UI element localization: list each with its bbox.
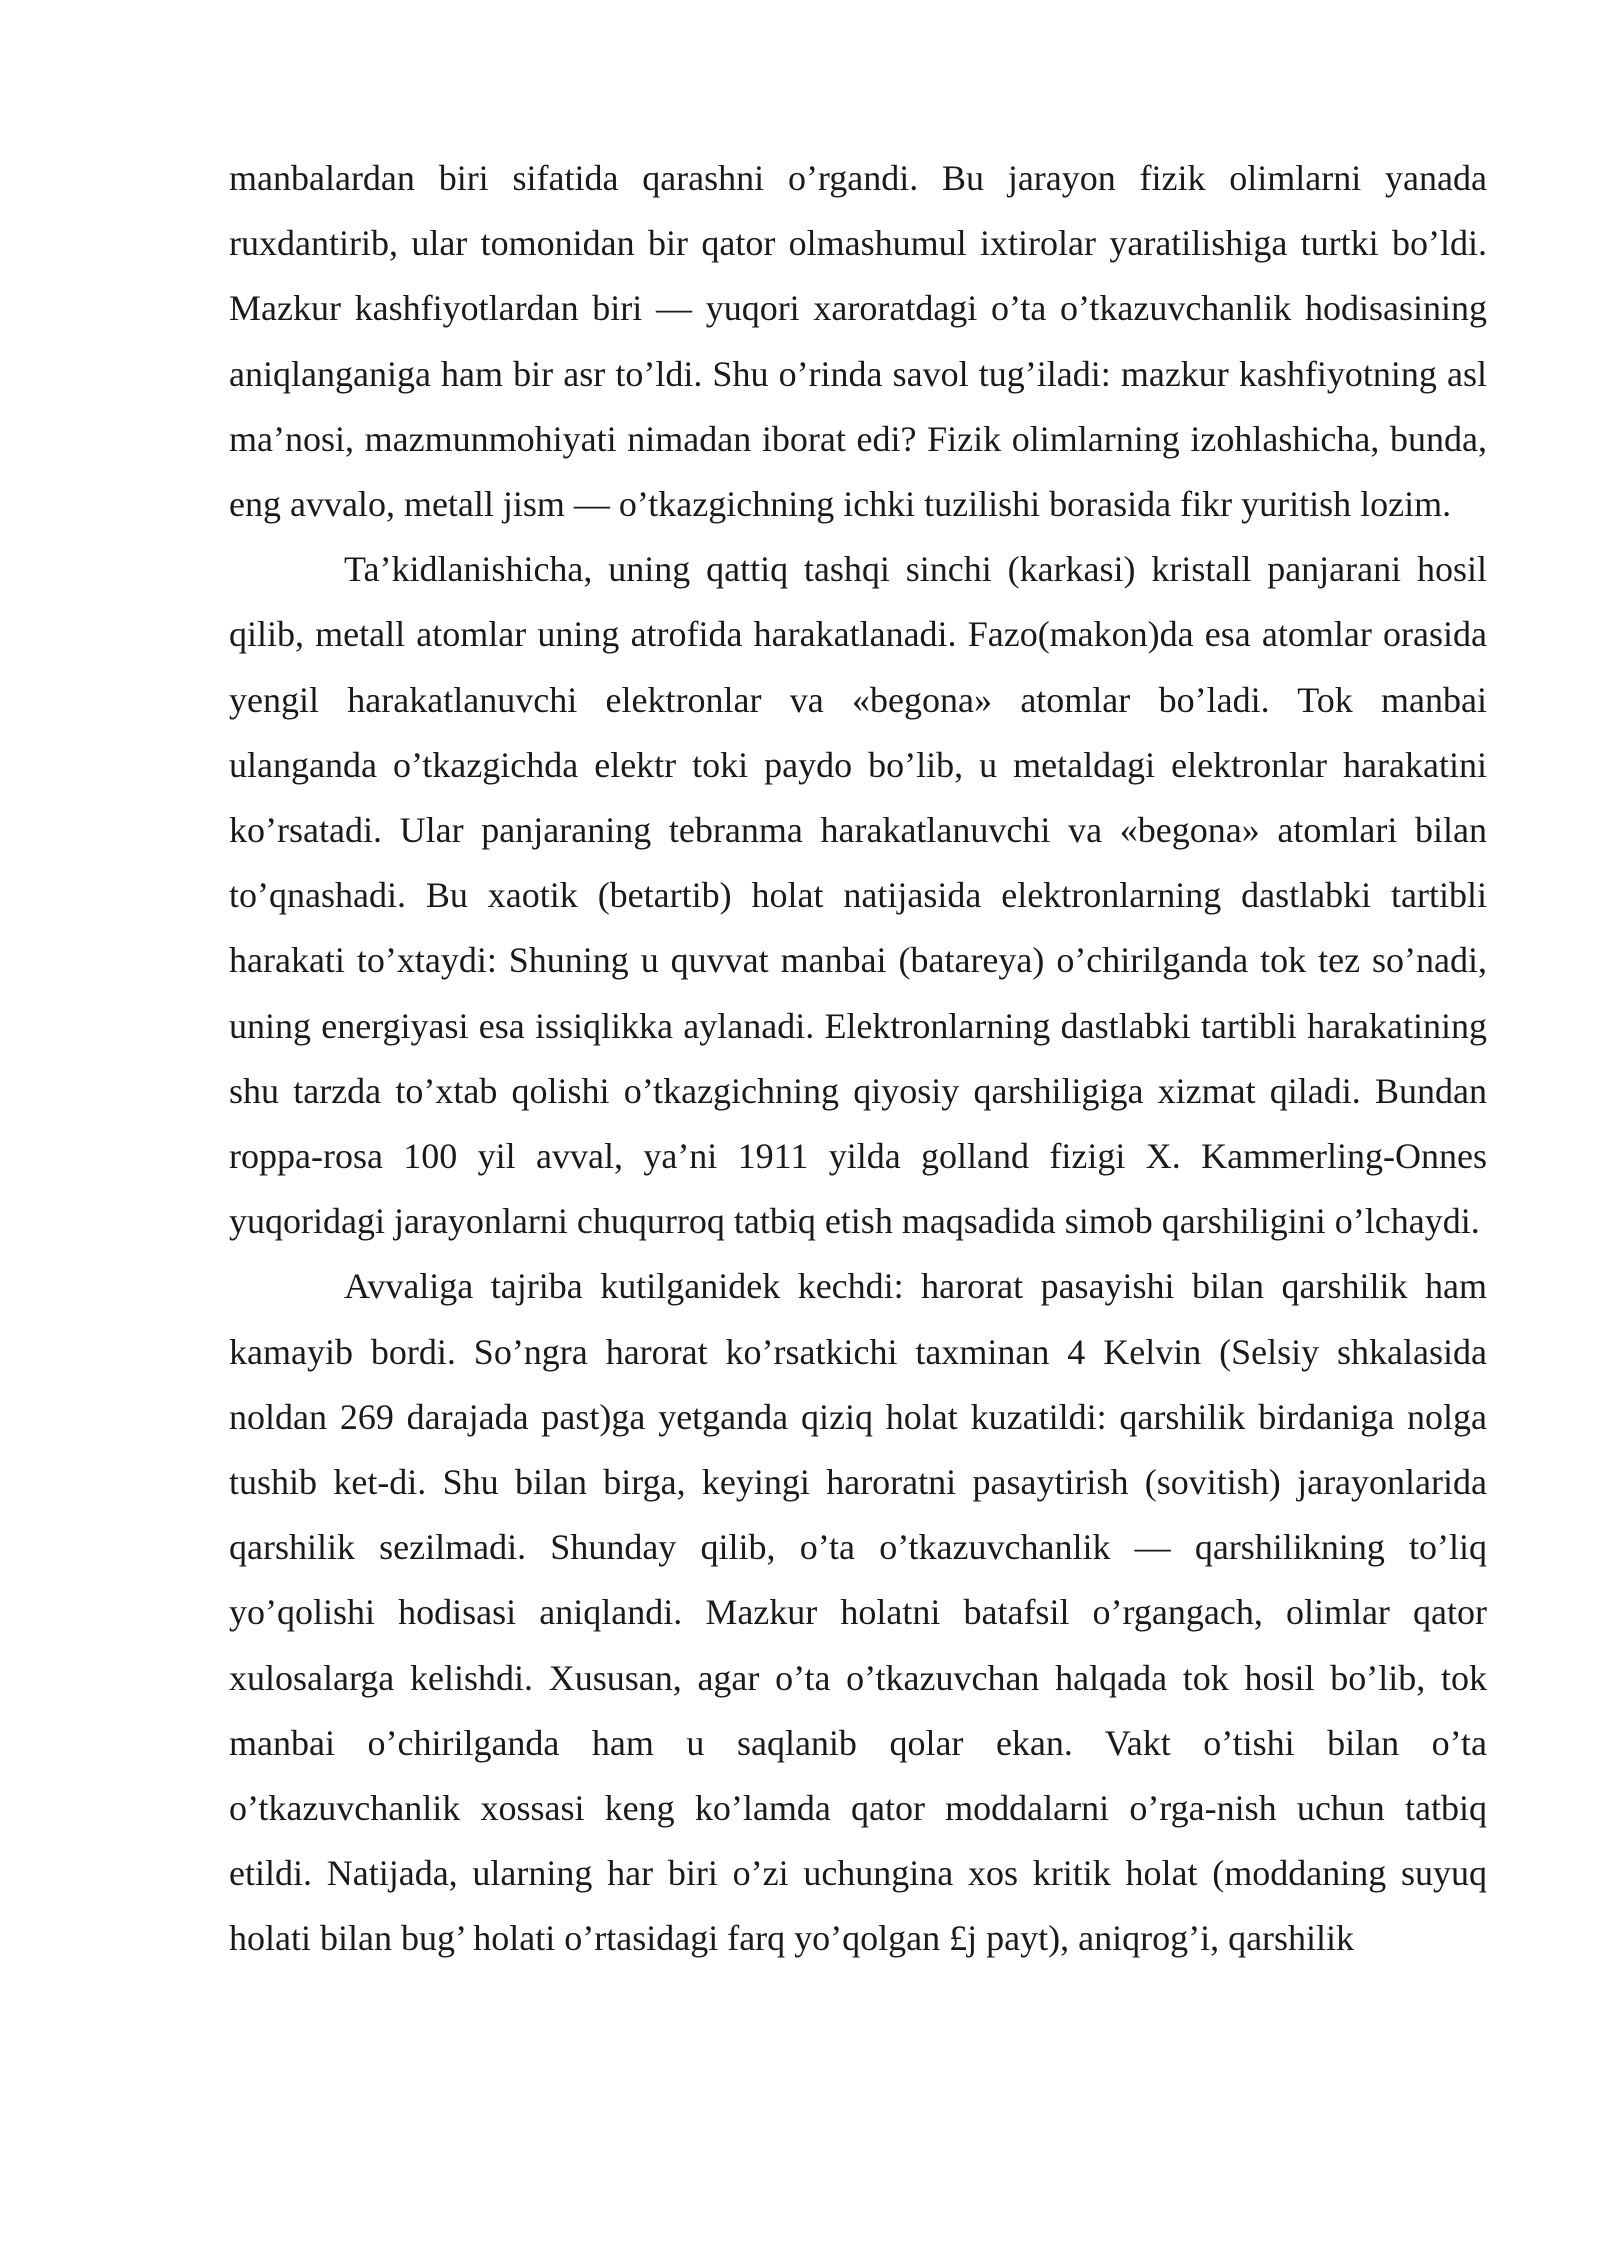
paragraph-2: Ta’kidlanishicha, uning qattiq tashqi sinchi (karkasi) kristall panjarani hosil qilib, metall atomlar uning atrofida harakatlanadi. Fazo(makon)da esa atomlar orasida yengil harakatlanuvchi elektronlar va «begona» atomlar bo’ladi. Tok manbai ulanganda o’tkazgichda elektr toki paydo bo’lib, u metaldagi elektronlar harakatini ko’rsatadi. Ular panjaraning tebranma harakatlanuvchi va «begona» atomlari bilan to’qnashadi. Bu xaotik (betartib) holat natijasida elektronlarning dastlabki tartibli harakati to’xtaydi: Shuning u quvvat manbai (batareya) o’chirilganda tok tez so’nadi, uning energiyasi esa issiqlikka aylanadi. Elektronlarning dastlabki tartibli harakatining shu tarzda to’xtab qolishi o’tkazgichning qiyosiy qarshiligiga xizmat qiladi. Bundan roppa-rosa 100 yil avval, ya’ni 1911 yilda golland fizigi X. Kammerling-Onnes yuqoridagi jarayonlarni chuqurroq tatbiq etish maqsadida simob qarshiligini o’lchaydi. [229,549,1487,1242]
paragraph-1: manbalardan biri sifatida qarashni o’rgandi. Bu jarayon fizik olimlarni yanada ruxdantirib, ular tomonidan bir qator olmashumul ixtirolar yaratilishiga turtki bo’ldi. Mazkur kashfiyotlardan biri — yuqori xaroratdagi o’ta o’tkazuvchanlik hodisasining aniqlanganiga ham bir asr to’ldi. Shu o’rinda savol tug’iladi: mazkur kashfiyotning asl ma’nosi, mazmunmohiyati nimadan iborat edi? Fizik olimlarning izohlashicha, bunda, eng avvalo, metall jism — o’tkazgichning ichki tuzilishi borasida fikr yuritish lozim. [229,158,1487,525]
paragraph-3: Avvaliga tajriba kutilganidek kechdi: harorat pasayishi bilan qarshilik ham kamayib bordi. So’ngra harorat ko’rsatkichi taxminan 4 Kelvin (Selsiy shkalasida noldan 269 darajada past)ga yetganda qiziq holat kuzatildi: qarshilik birdaniga nolga tushib ket-di. Shu bilan birga, keyingi haroratni pasaytirish (sovitish) jarayonlarida qarshilik sezilmadi. Shunday qilib, o’ta o’tkazuvchanlik — qarshilikning to’liq yo’qolishi hodisasi aniqlandi. Mazkur holatni batafsil o’rgangach, olimlar qator xulosalarga kelishdi. Xususan, agar o’ta o’tkazuvchan halqada tok hosil bo’lib, tok manbai o’chirilganda ham u saqlanib qolar ekan. Vakt o’tishi bilan o’ta o’tkazuvchanlik xossasi keng ko’lamda qator moddalarni o’rga-nish uchun tatbiq etildi. Natijada, ularning har biri o’zi uchungina xos kritik holat (moddaning suyuq holati bilan bug’ holati o’rtasidagi farq yo’qolgan £j payt), aniqrog’i, qarshilik [229,1266,1487,1959]
document-body [229,146,1487,1972]
